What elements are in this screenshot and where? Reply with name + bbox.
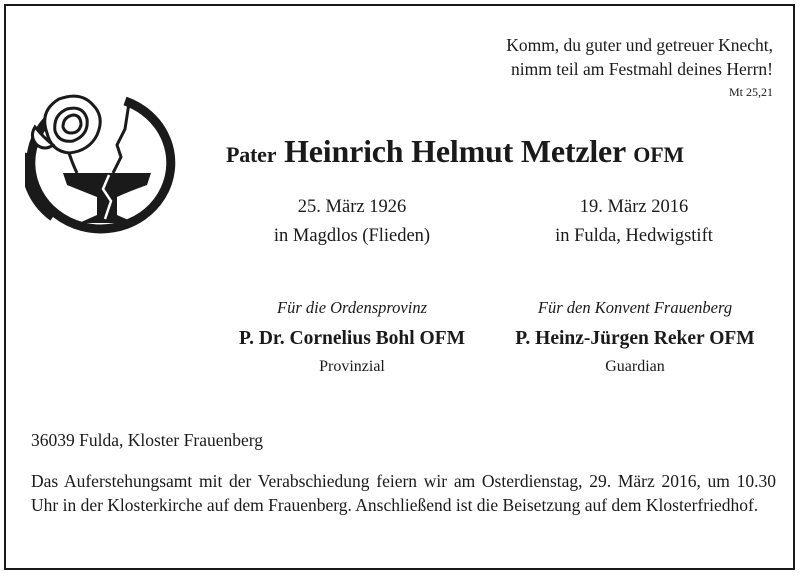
- full-name: Heinrich Helmut Metzler: [284, 133, 626, 169]
- name-prefix: Pater: [226, 142, 277, 167]
- signatory-2-name: P. Heinz-Jürgen Reker OFM: [515, 328, 755, 349]
- address: 36039 Fulda, Kloster Frauenberg: [31, 430, 264, 450]
- rose-chalice-icon: [25, 93, 185, 235]
- verse-line-1: Komm, du guter und getreuer Knecht,: [506, 35, 773, 55]
- funeral-notice: [31, 469, 776, 517]
- death-date: 19. März 2016: [579, 197, 689, 217]
- signatory-1-name: P. Dr. Cornelius Bohl OFM: [238, 328, 466, 349]
- bible-verse: [506, 33, 773, 81]
- verse-reference: Mt 25,21: [728, 85, 773, 99]
- deceased-name: [226, 133, 684, 170]
- signatory-2-for: Für den Konvent Frauenberg: [537, 298, 733, 317]
- name-suffix: OFM: [633, 142, 684, 167]
- birth-info: [252, 193, 452, 251]
- signatory-2-role: Guardian: [605, 358, 665, 375]
- death-info: [534, 193, 734, 251]
- birth-place: in Magdlos (Flieden): [273, 226, 431, 246]
- birth-date: 25. März 1926: [297, 197, 407, 217]
- signatory-1-role: Provinzial: [319, 358, 385, 375]
- verse-line-2: nimm teil am Festmahl deines Herrn!: [511, 59, 773, 79]
- funeral-notice-text: Das Auferstehungsamt mit der Verabschiedung feiern wir am Osterdienstag, 29. März 2016, um 10.30 Uhr in der Klosterkirche auf dem Frauenberg. Anschließend ist die Beisetzung auf dem Klosterfriedhof.: [31, 471, 776, 515]
- signatory-1-for: Für die Ordensprovinz: [276, 298, 427, 317]
- death-place: in Fulda, Hedwigstift: [555, 226, 713, 246]
